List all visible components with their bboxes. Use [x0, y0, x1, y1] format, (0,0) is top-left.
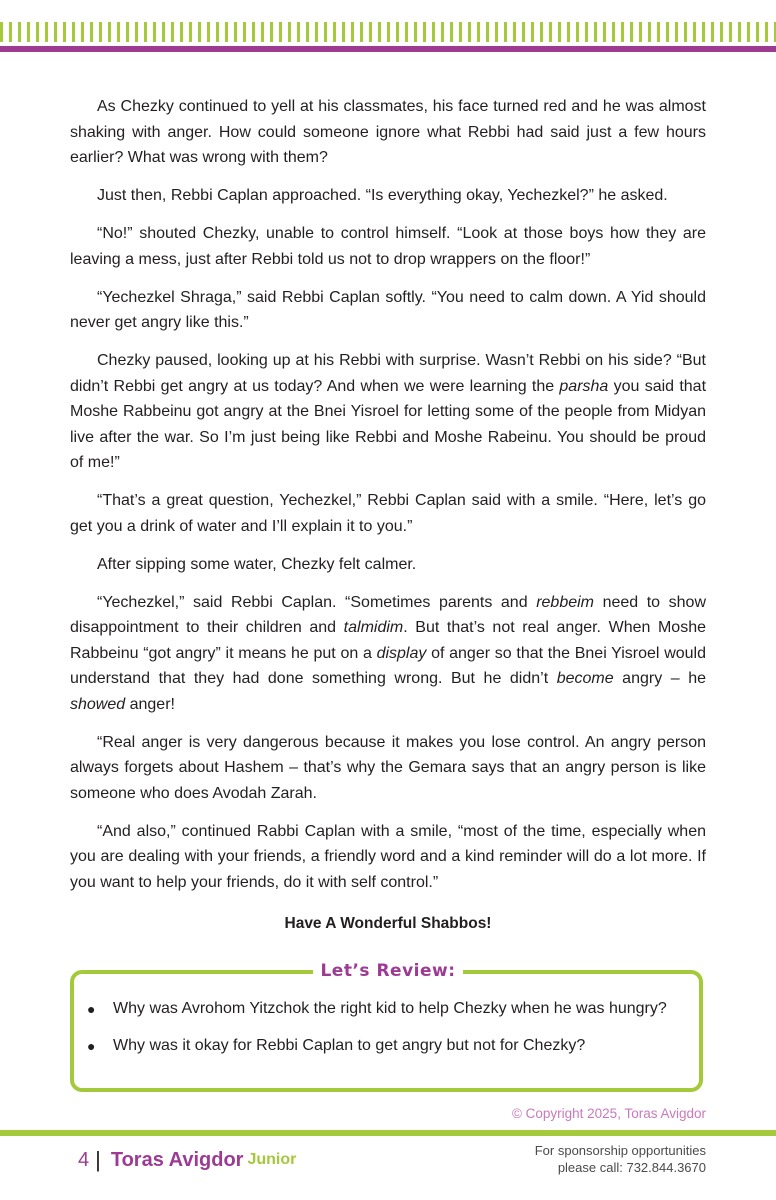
story-paragraph — [70, 552, 706, 578]
brand-name: Toras Avigdor — [110, 1148, 244, 1171]
story-paragraph — [70, 183, 706, 209]
story-paragraph — [70, 221, 706, 272]
story-text — [70, 94, 706, 895]
footer-separator: | — [95, 1147, 101, 1172]
top-rule — [0, 46, 776, 52]
story-text-run: you said that Moshe Rabbeinu got angry at the Bnei Yisroel for letting some of the people from Midyan live after the war. So I’m just being like Rebbi and Moshe Rabeinu. You should be proud of me!” — [70, 377, 707, 471]
story-italic-run: rebbeim — [536, 593, 594, 611]
review-question-text: Why was it okay for Rebbi Caplan to get angry but not for Chezky? — [113, 1037, 586, 1054]
story-text-run: “That’s a great question, Yechezkel,” Rebbi Caplan said with a smile. “Here, let’s go get you a drink of water and I’ll explain it to you.” — [70, 492, 706, 535]
story-italic-run: become — [556, 670, 614, 687]
review-list — [84, 996, 688, 1070]
review-title: Let’s Review: — [313, 959, 463, 983]
story-text-run: “No!” shouted Chezky, unable to control himself. “Look at those boys how they are leaving a mess, just after Rebbi told us not to drop wrappers on the floor!” — [70, 225, 706, 268]
story-text-run: “Real anger is very dangerous because it makes you lose control. An angry person always forgets about Hashem – that’s why the Gemara says that an angry person is like someone who does Avodah Zarah. — [70, 733, 706, 802]
story-text-run: After sipping some water, Chezky felt calmer. — [97, 555, 417, 573]
sponsorship-info — [535, 1142, 706, 1176]
story-text-run: Just then, Rebbi Caplan approached. “Is everything okay, Yechezkel?” he asked. — [97, 187, 668, 204]
story-paragraph — [70, 285, 706, 336]
story-paragraph — [70, 94, 706, 171]
sponsor-line: For sponsorship opportunities — [534, 1143, 706, 1158]
story-paragraph — [70, 488, 706, 539]
story-text-run: As Chezky continued to yell at his classmates, his face turned red and he was almost shaking with anger. How could someone ignore what Rebbi had said just a few hours earlier? What was wrong with them? — [70, 98, 706, 166]
bullet-icon: ● — [87, 1001, 96, 1017]
sponsor-phone: please call: 732.844.3670 — [557, 1160, 706, 1175]
bottom-rule — [0, 1130, 776, 1136]
story-text-run: . But that’s not real anger. When Moshe Rabbeinu “got angry” it means he put on a — [70, 619, 707, 662]
review-question — [84, 1033, 688, 1059]
story-text-run: “Yechezkel Shraga,” said Rebbi Caplan softly. “You need to calm down. A Yid should never get angry like this.” — [70, 288, 706, 331]
story-text-run: anger! — [125, 695, 175, 713]
story-paragraph — [70, 730, 706, 807]
top-stripe-decoration — [0, 22, 776, 42]
story-text-run: need to show disappointment to their children and — [70, 593, 707, 636]
story-paragraph — [70, 590, 706, 718]
story-text-run: Chezky paused, looking up at his Rebbi with surprise. Wasn’t Rebbi on his side? “But didn’t Rebbi get angry at us today? And when we were learning the — [70, 352, 706, 395]
footer-brand — [78, 1145, 296, 1175]
review-question-text: Why was Avrohom Yitzchok the right kid to help Chezky when he was hungry? — [113, 1000, 667, 1017]
story-paragraph — [70, 348, 706, 476]
story-paragraph — [70, 819, 706, 896]
story-text-run: “And also,” continued Rabbi Caplan with a smile, “most of the time, especially when you are dealing with your friends, a friendly word and a kind reminder will do a lot more. If you want to help your friends, do it with self control.” — [70, 822, 706, 891]
bullet-icon: ● — [87, 1038, 96, 1054]
story-italic-run: talmidim — [343, 619, 404, 636]
story-text-run: “Yechezkel,” said Rebbi Caplan. “Sometimes parents and — [97, 593, 537, 611]
story-text-run: angry – he — [613, 670, 706, 687]
closing-line: Have A Wonderful Shabbos! — [284, 915, 492, 932]
review-question — [84, 996, 688, 1022]
story-italic-run: parsha — [559, 377, 609, 395]
brand-sub: Junior — [247, 1151, 297, 1168]
page-number: 4 — [78, 1148, 90, 1171]
copyright-notice: © Copyright 2025, Toras Avigdor — [511, 1106, 706, 1121]
story-italic-run: showed — [70, 695, 126, 713]
story-italic-run: display — [376, 644, 427, 662]
story-text-run: of anger so that the Bnei Yisroel would understand that they had done something wrong. But he didn’t — [70, 644, 706, 687]
